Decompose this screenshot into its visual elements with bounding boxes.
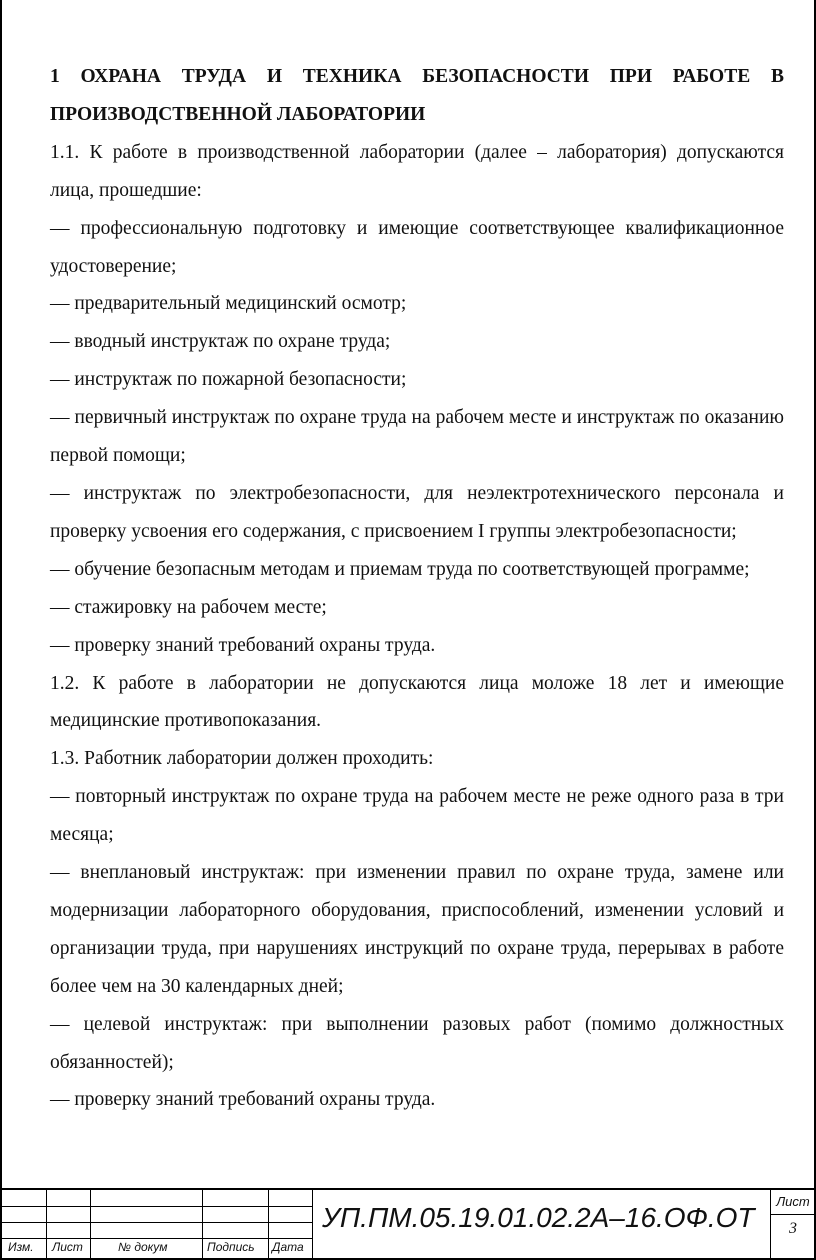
stamp-label-date: Дата — [272, 1240, 304, 1254]
stamp-row-line — [2, 1222, 312, 1223]
stamp-divider — [46, 1190, 47, 1258]
paragraph: — проверку знаний требований охраны труда. — [50, 1089, 436, 1111]
paragraph: — инструктаж по электробезопасности, для неэлектротехнического персонала и проверку усвоения его содержания, с присвоением I группы электробезопасности; — [50, 482, 784, 542]
stamp-row-line — [770, 1214, 814, 1215]
paragraph: — внеплановый инструктаж: при изменении правил по охране труда, замене или модернизации лабораторного оборудования, приспособлений, изменении условий и организации труда, при нарушениях инструкций по охране труда, перерывах в работе более чем на 30 календарных дней; — [50, 862, 784, 997]
stamp-divider — [312, 1190, 313, 1258]
sheet-label: Лист — [776, 1194, 810, 1209]
stamp-row-line — [2, 1206, 312, 1207]
stamp-divider — [770, 1190, 771, 1258]
stamp-divider — [90, 1190, 91, 1258]
stamp-label-izm: Изм. — [8, 1240, 34, 1254]
stamp-label-doc-num: № докум — [118, 1240, 168, 1254]
paragraph: — повторный инструктаж по охране труда на рабочем месте не реже одного раза в три месяца; — [50, 786, 784, 846]
section-heading: 1 ОХРАНА ТРУДА И ТЕХНИКА БЕЗОПАСНОСТИ ПРИ РАБОТЕ В ПРОИЗВОДСТВЕННОЙ ЛАБОРАТОРИИ — [50, 66, 784, 125]
stamp-label-list: Лист — [52, 1240, 83, 1254]
stamp-row-line — [2, 1238, 312, 1239]
paragraph: — предварительный медицинский осмотр; — [50, 293, 407, 315]
stamp-divider — [202, 1190, 203, 1258]
paragraph: — стажировку на рабочем месте; — [50, 596, 327, 618]
paragraph: — вводный инструктаж по охране труда; — [50, 331, 391, 353]
paragraph: — первичный инструктаж по охране труда на рабочем месте и инструктаж по оказанию первой помощи; — [50, 407, 784, 467]
paragraph: 1.3. Работник лаборатории должен проходить: — [50, 748, 434, 770]
stamp-divider — [268, 1190, 269, 1258]
paragraph: — целевой инструктаж: при выполнении разовых работ (помимо должностных обязанностей); — [50, 1013, 784, 1073]
paragraph: — инструктаж по пожарной безопасности; — [50, 369, 407, 391]
paragraph: — проверку знаний требований охраны труда. — [50, 634, 436, 656]
document-body — [50, 58, 784, 1119]
sheet-number: 3 — [789, 1220, 797, 1237]
document-code: УП.ПМ.05.19.01.02.2А–16.ОФ.ОТ — [322, 1202, 755, 1233]
paragraph: — профессиональную подготовку и имеющие соответствующее квалификационное удостоверение; — [50, 217, 784, 277]
paragraph: 1.2. К работе в лаборатории не допускаются лица моложе 18 лет и имеющие медицинские противопоказания. — [50, 672, 784, 732]
paragraph: — обучение безопасным методам и приемам труда по соответствующей программе; — [50, 558, 750, 580]
stamp-label-signature: Подпись — [207, 1240, 255, 1254]
title-block — [2, 1188, 814, 1258]
paragraph: 1.1. К работе в производственной лаборатории (далее – лаборатория) допускаются лица, прошедшие: — [50, 141, 784, 201]
